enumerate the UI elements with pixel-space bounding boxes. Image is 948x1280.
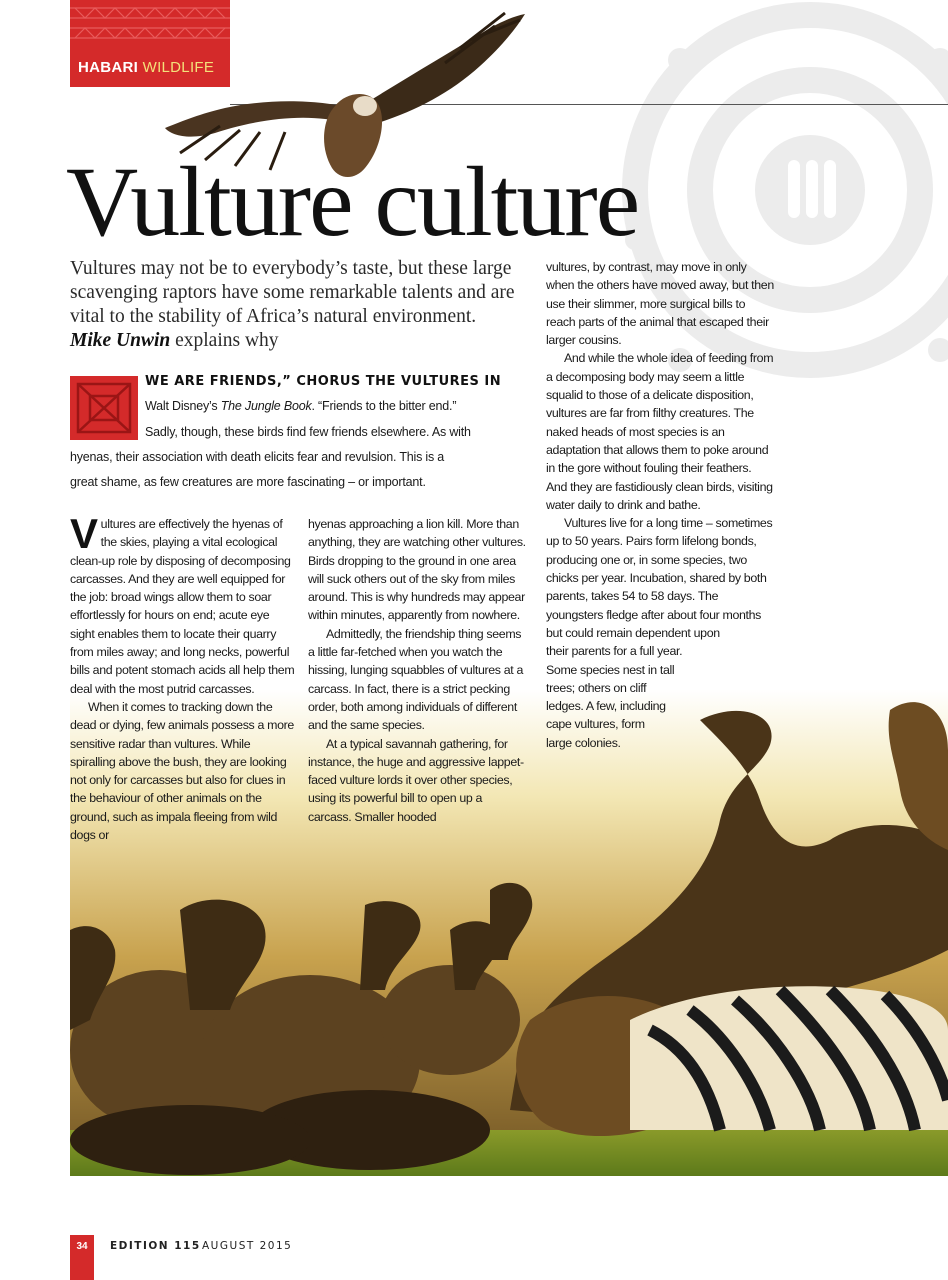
intro-line-1 [145,399,456,413]
col3-line: their parents for a full year. [546,644,683,659]
body-column-2 [308,515,526,826]
issue-date: AUGUST 2015 [202,1240,293,1252]
col3-line: large colonies. [546,735,621,750]
byline-tail: explains why [175,330,279,351]
section-name: HABARI [78,59,139,76]
tribal-motif-icon [70,376,138,440]
col3-line: ledges. A few, including [546,699,666,714]
intro-lead-caps: WE ARE FRIENDS,” CHORUS THE VULTURES IN [145,374,502,389]
page-number: 34 [76,1241,88,1252]
body-column-1 [70,510,295,844]
section-subname: WILDLIFE [142,59,215,76]
edition-label: EDITION 115 [110,1240,201,1252]
intro-line-1-start: Walt Disney’s [145,399,221,413]
body-column-3 [546,258,774,752]
body-paragraph: And while the whole idea of feeding from a decomposing body may seem a little squalid to those of a delicate disposition, vultures are far from filthy creatures. The naked heads of most species is an adaptation that allows them to poke around in the gore without fouling their feathers. And they are fastidiously clean birds, visiting water daily to drink and bathe. [546,351,774,512]
body-paragraph: At a typical savannah gathering, for instance, the huge and aggressive lappet-faced vulture lords it over other species, using its powerful bill to open up a carcass. Smaller hooded [308,736,524,824]
byline-author: Mike Unwin [70,330,171,351]
standfirst [70,257,520,353]
intro-line-4: great shame, as few creatures are more fascinating – or important. [70,475,426,489]
body-paragraph-text: ultures are effectively the hyenas of the skies, playing a vital ecological clean-up role by disposing of decomposing carcasses. And they are well equipped for the job: broad wings allow them to soar effortlessly for hours on end; acute eye sight enables them to locate their quarry from miles away; and long necks, powerful bills and potent stomach acids all help them deal with the most putrid carcasses. [70,517,295,696]
body-paragraph: vultures, by contrast, may move in only when the others have moved away, but then use their slimmer, more surgical bills to reach parts of the animal that escaped their larger cousins. [546,260,774,348]
body-paragraph: hyenas approaching a lion kill. More than anything, they are watching other vultures. Birds dropping to the ground in one area will suck others out of the sky from miles around. This is why hundreds may appear within minutes, apparently from nowhere. [308,517,526,623]
drop-cap: V [70,510,98,557]
headline: Vulture culture [66,146,639,257]
intro-line-2: Sadly, though, these birds find few friends elsewhere. As with [145,425,471,439]
body-paragraph: Vultures live for a long time – sometimes up to 50 years. Pairs form lifelong bonds, producing one or, in some species, two chicks per year. Incubation, shared by both parents, takes 54 to 58 days. The youngsters fledge after about four months but could remain dependent upon [546,516,773,640]
intro-line-3: hyenas, their association with death elicits fear and revulsion. This is a [70,450,445,464]
body-paragraph: Admittedly, the friendship thing seems a little far-fetched when you watch the hissing, lunging squabbles of vultures at a carcass. In fact, there is a strict pecking order, both among individuals of different and the same species. [308,626,524,733]
col3-line: Some species nest in tall [546,662,675,677]
book-title: The Jungle Book [220,399,312,413]
col3-line: trees; others on cliff [546,680,647,695]
standfirst-text: Vultures may not be to everybody’s taste, but these large scavenging raptors have some remarkable talents and are vital to the stability of Africa’s natural environment. [70,258,515,327]
body-paragraph [70,510,295,698]
intro-line-1-end: . “Friends to the bitter end.” [311,399,457,413]
col3-line: cape vultures, form [546,717,645,732]
body-paragraph: When it comes to tracking down the dead or dying, few animals possess a more sensitive radar than vultures. While spiralling above the bush, they are looking not only for carcasses but also for clues in the behaviour of other animals on the ground, such as impala fleeing from wild dogs or [70,699,294,843]
